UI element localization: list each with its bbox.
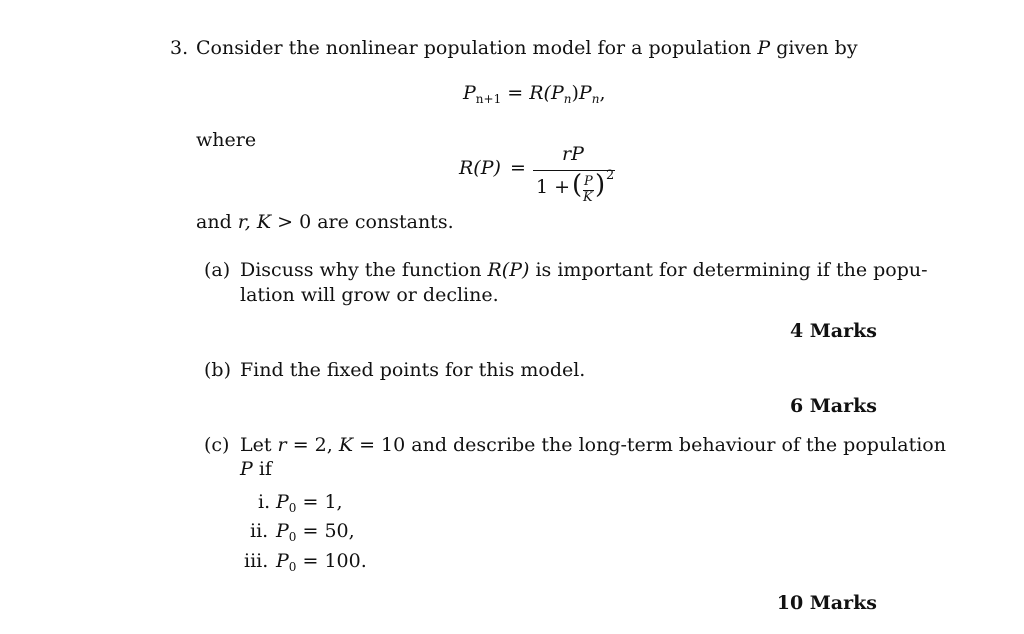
part-c-P: P — [240, 458, 253, 480]
part-b-label: (b) — [204, 359, 231, 381]
eq1-P-sub: n — [591, 92, 600, 106]
subpart-i-rest: = 1, — [302, 491, 343, 513]
subpart-iii — [276, 549, 367, 579]
subpart-iii-label: iii. — [244, 550, 269, 572]
part-a-text2: is important for determining if the popu- — [535, 259, 928, 281]
subpart-ii-var: P — [276, 520, 289, 542]
eq2-exponent: 2 — [606, 168, 615, 183]
eq2-paren-right: ) — [595, 170, 606, 200]
constants-prefix: and — [196, 211, 232, 233]
eq1-R-close: ) — [571, 82, 579, 104]
eq2-denom-one: 1 + — [536, 176, 571, 198]
question-number: 3. — [170, 37, 189, 59]
where-label: where — [196, 129, 257, 151]
part-b-line1: Find the fixed points for this model. — [240, 359, 586, 381]
eq2-numerator: rP — [562, 143, 584, 165]
eq2-paren-left: ( — [572, 170, 583, 200]
part-a-text1: Discuss why the function — [240, 259, 482, 281]
eq2-lhs: R(P) — [459, 157, 501, 179]
eq1-equals: = — [507, 82, 524, 104]
subpart-ii-label: ii. — [250, 520, 269, 542]
part-c-line2 — [240, 457, 272, 481]
eq1-P: P — [578, 82, 592, 104]
question-intro — [196, 36, 858, 60]
eq1-R: R(P — [529, 82, 564, 104]
constants-line — [196, 210, 454, 234]
subpart-ii-rest: = 50, — [302, 520, 355, 542]
constants-text: are constants. — [317, 211, 454, 233]
subpart-i — [276, 490, 343, 520]
part-a-label: (a) — [204, 259, 231, 281]
part-c-line1 — [240, 433, 946, 457]
part-a-line1 — [240, 258, 928, 282]
part-c-let: Let — [240, 434, 272, 456]
subpart-ii — [276, 519, 355, 549]
eq2-inner-den: K — [583, 190, 593, 205]
eq1-R-sub: n — [563, 92, 572, 106]
intro-text: Consider the nonlinear population model for a population — [196, 37, 752, 59]
eq1-lhs: P — [463, 82, 476, 104]
constants-vars: r, K — [237, 211, 272, 233]
subpart-i-var: P — [276, 491, 289, 513]
eq2-equals: = — [510, 157, 526, 179]
constants-rel: > 0 — [277, 211, 312, 233]
subpart-iii-var: P — [276, 550, 289, 572]
part-c-K: K — [338, 434, 354, 456]
part-c-rest: = 10 and describe the long-term behaviour of the population — [359, 434, 946, 456]
eq2-inner-num: P — [584, 174, 593, 189]
intro-var: P — [757, 37, 771, 59]
part-c-r: r — [277, 434, 287, 456]
eq1-comma: , — [599, 82, 606, 104]
part-c-marks: 10 Marks — [776, 592, 877, 614]
part-c-if: if — [258, 458, 272, 480]
subpart-iii-rest: = 100. — [302, 550, 367, 572]
part-c-r-val: = 2, — [292, 434, 333, 456]
subpart-ii-sub: 0 — [288, 530, 297, 544]
subpart-i-label: i. — [258, 491, 271, 513]
subpart-i-sub: 0 — [288, 501, 297, 515]
part-c-label: (c) — [204, 434, 230, 456]
part-a-marks: 4 Marks — [789, 320, 877, 342]
intro-end: given by — [776, 37, 858, 59]
subpart-iii-sub: 0 — [288, 560, 297, 574]
part-a-line2: lation will grow or decline. — [240, 284, 499, 306]
equation-recurrence — [463, 82, 605, 106]
part-b-marks: 6 Marks — [789, 395, 877, 417]
part-a-var: R(P) — [487, 259, 530, 281]
eq2-denominator — [536, 176, 570, 198]
eq1-lhs-sub: n+1 — [475, 92, 502, 106]
